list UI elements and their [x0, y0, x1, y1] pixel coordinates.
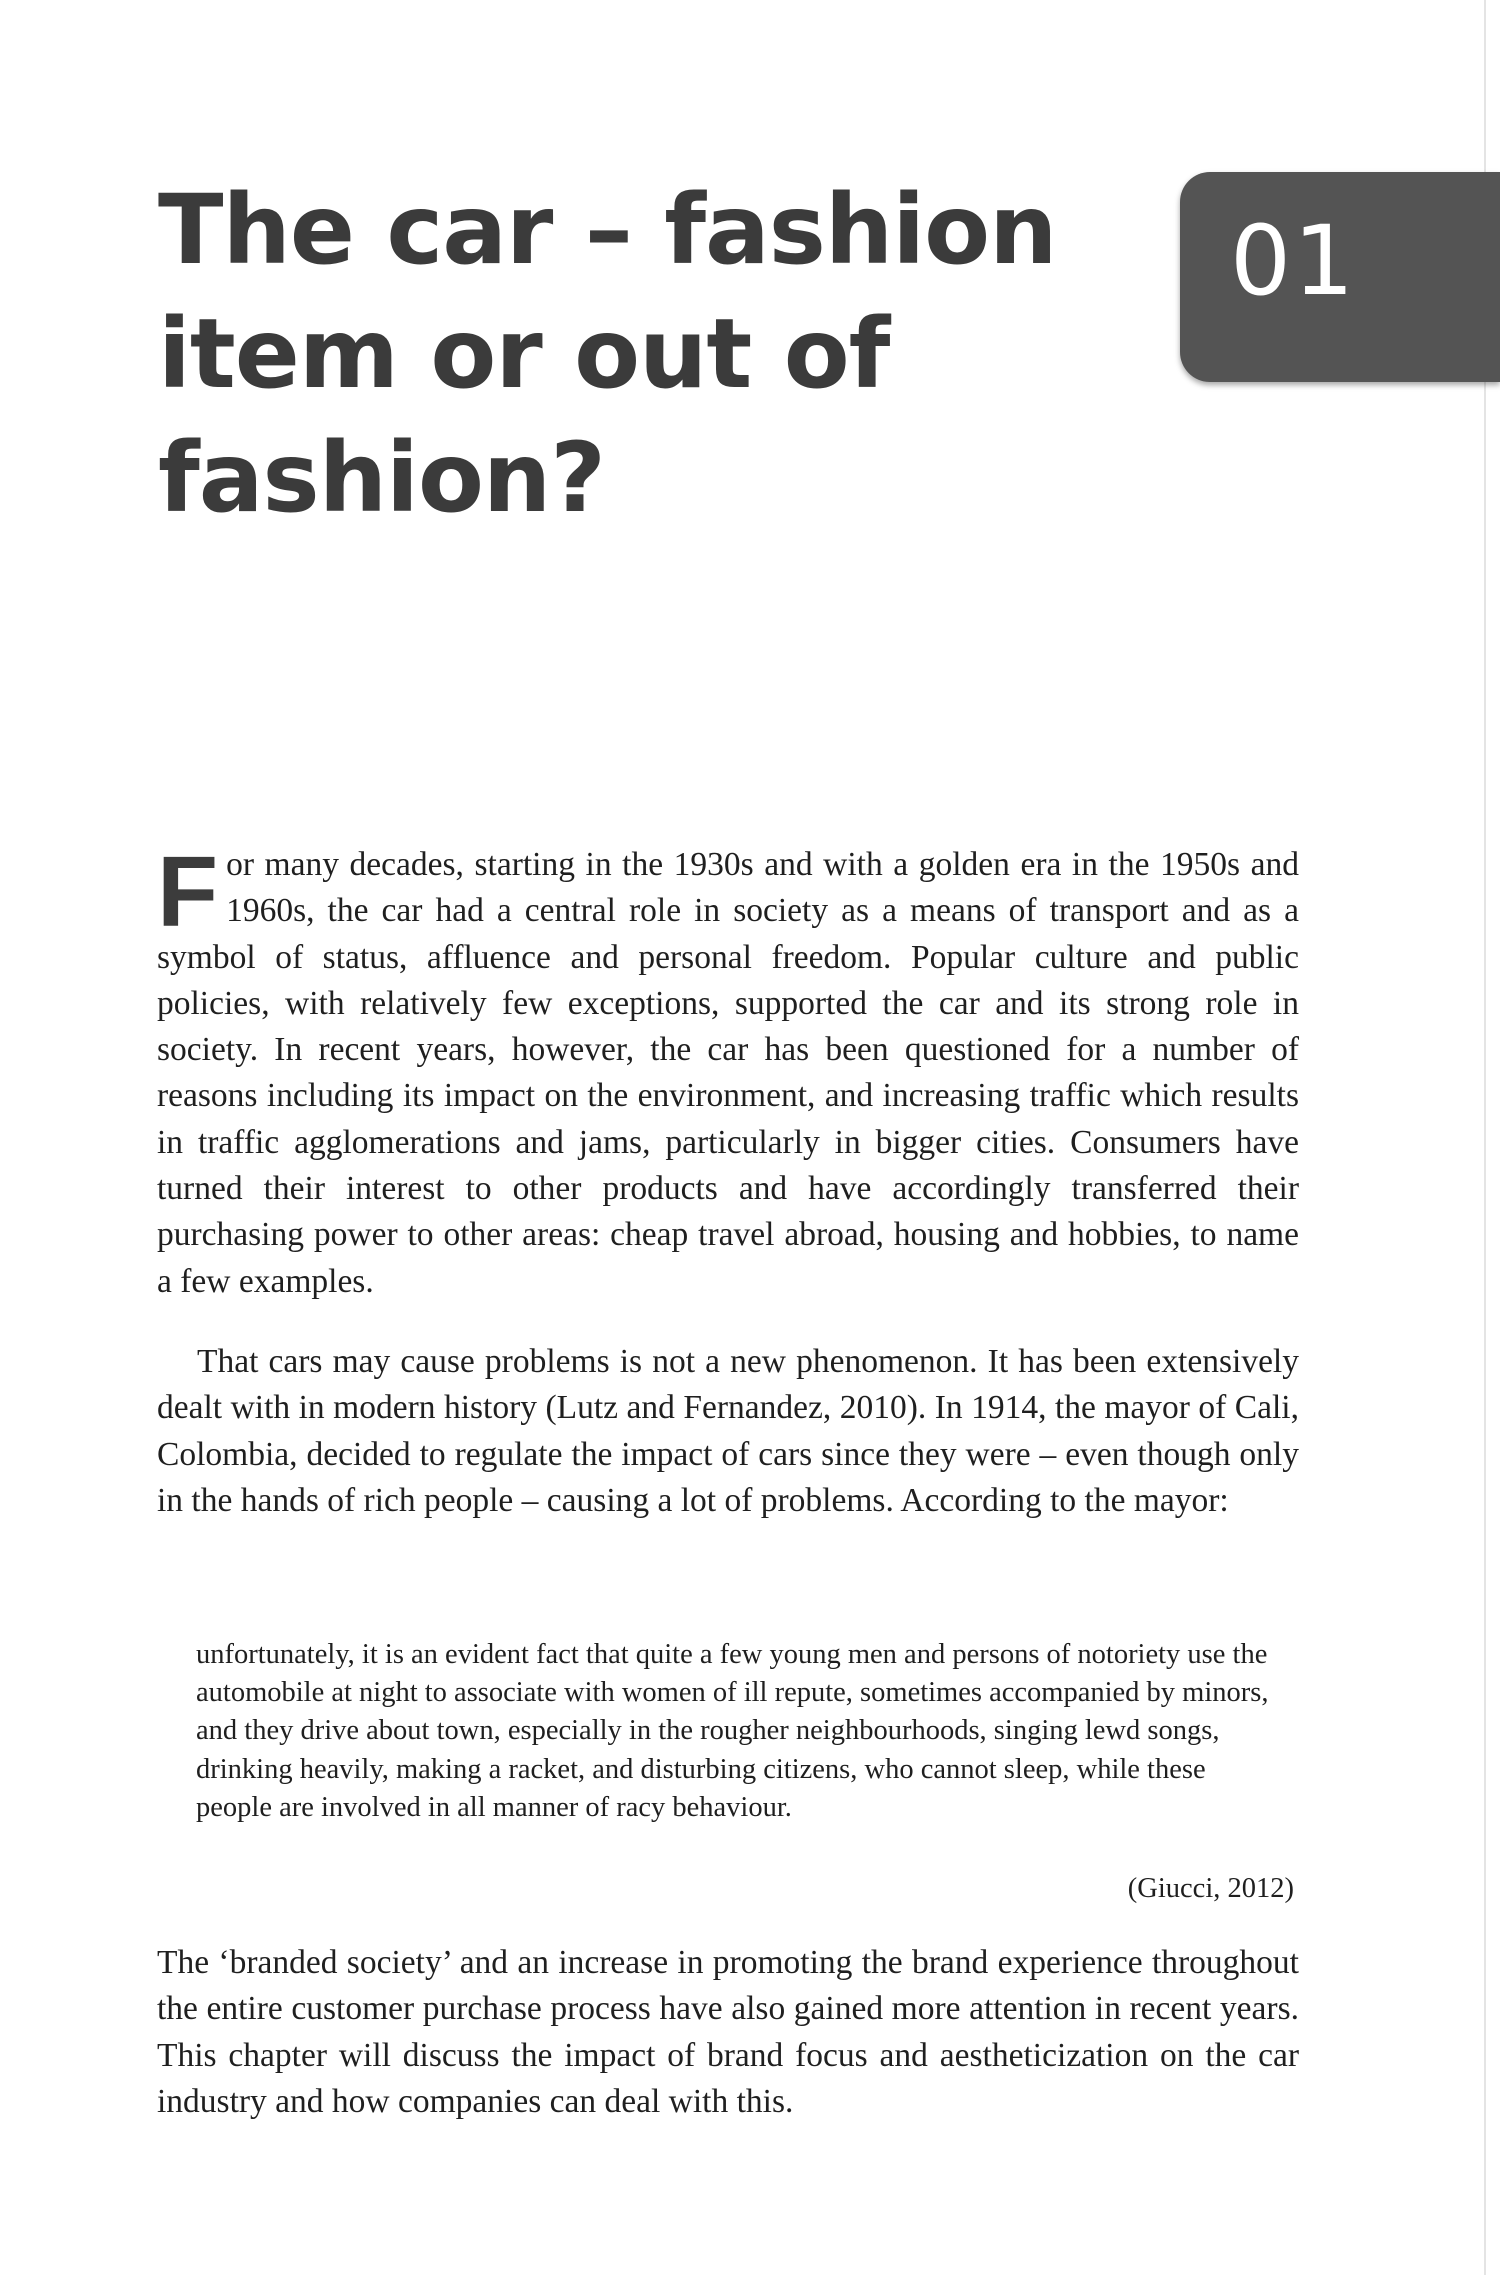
chapter-title-line-1: The car – fashion: [158, 174, 1057, 286]
chapter-title-line-3: fashion?: [158, 422, 605, 534]
block-quote: unfortunately, it is an evident fact that quite a few young men and persons of notoriety use the automobile at night to associate with women of ill repute, sometimes accompanied by minors, and they drive about town, especially in the rougher neighbourhoods, singing lewd songs, drinking heavily, making a racket, and disturbing citizens, who cannot sleep, while these people are involved in all manner of racy behaviour.: [196, 1639, 1269, 1823]
second-paragraph: That cars may cause problems is not a new phenomenon. It has been extensively dealt with in modern history (Lutz and Fernandez, 2010). In 1914, the mayor of Cali, Colombia, decided to regulate the impact of cars since they were – even though only in the hands of rich people – causing a lot of problems. According to the mayor:: [157, 1343, 1299, 1519]
closing-paragraph: The ‘branded society’ and an increase in promoting the brand experience throughout the entire customer purchase process have also gained more attention in recent years. This chapter will discuss the impact of brand focus and aestheticization on the car industry and how companies can deal with this.: [157, 1944, 1299, 2120]
opening-paragraph-text: or many decades, starting in the 1930s and with a golden era in the 1950s and 1960s, the car had a central role in society as a means of transport and as a symbol of status, affluence and personal freedom. Popular culture and public policies, with relatively few exceptions, supported the car and its strong role in society. In recent years, however, the car has been questioned for a number of reasons including its impact on the environment, and increasing traffic which results in traffic agglomerations and jams, particularly in bigger cities. Consumers have turned their interest to other products and have accordingly transferred their purchasing power to other areas: cheap travel abroad, housing and hobbies, to name a few examples.: [157, 846, 1299, 1300]
opening-paragraph: [157, 836, 1299, 1305]
quote-citation: (Giucci, 2012): [1127, 1873, 1294, 1904]
chapter-number: 01: [1230, 205, 1357, 317]
chapter-title-line-2: item or out of: [158, 298, 890, 410]
drop-cap: F: [157, 836, 219, 948]
chapter-title: [158, 168, 1118, 540]
